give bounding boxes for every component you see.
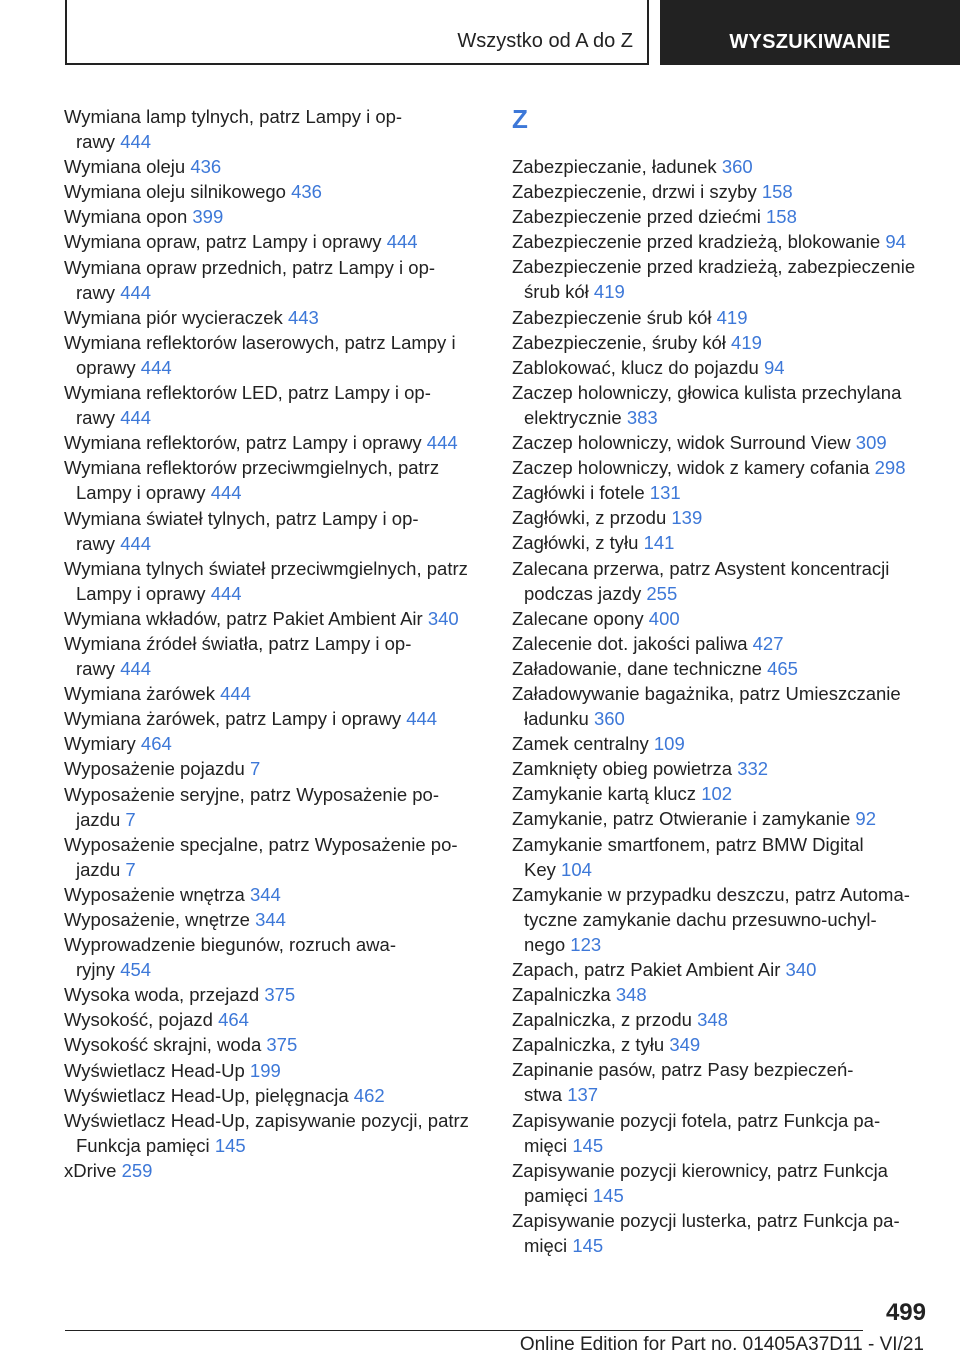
index-entry-text: Wyświetlacz Head-Up, zapisywanie pozycji, patrz Funkcja pamięci xyxy=(64,1109,469,1156)
index-entry xyxy=(512,430,932,455)
index-entry-text: Wysokość, pojazd xyxy=(64,1009,213,1031)
index-column-right xyxy=(512,104,932,1258)
page-link[interactable]: 419 xyxy=(593,281,625,303)
index-entry-text: Wymiana żarówek, patrz Lampy i oprawy xyxy=(64,708,402,730)
page-link[interactable]: 419 xyxy=(731,331,762,353)
page-link[interactable]: 444 xyxy=(386,231,418,253)
index-entry-text: Wymiana reflektorów laserowych, patrz Lampy i oprawy xyxy=(64,331,456,378)
page-link[interactable]: 444 xyxy=(406,708,438,730)
page-link[interactable]: 7 xyxy=(125,808,136,830)
index-entry xyxy=(512,254,932,304)
index-entry xyxy=(64,731,484,756)
page-link[interactable]: 145 xyxy=(592,1184,624,1206)
index-entry-text: Zablokować, klucz do pojazdu xyxy=(512,356,759,378)
index-entry xyxy=(512,1007,932,1032)
index-entry-text: Zapalniczka, z tyłu xyxy=(512,1034,665,1056)
page-link[interactable]: 436 xyxy=(291,181,322,203)
page-link[interactable]: 444 xyxy=(210,582,242,604)
index-entry xyxy=(64,1007,484,1032)
index-entry-text: Wyświetlacz Head-Up xyxy=(64,1059,245,1081)
page-link[interactable]: 383 xyxy=(626,406,658,428)
index-entry-text: Wyposażenie specjalne, patrz Wyposażenie po‐ jazdu xyxy=(64,833,458,880)
page-link[interactable]: 444 xyxy=(220,683,251,705)
index-entry xyxy=(512,681,932,731)
index-entry xyxy=(512,229,932,254)
page-link[interactable]: 109 xyxy=(653,733,685,755)
page-link[interactable]: 360 xyxy=(721,156,753,177)
index-entry-text: Zamek centralny xyxy=(512,733,649,755)
page-link[interactable]: 444 xyxy=(120,658,152,680)
index-entry-text: Wymiana lamp tylnych, patrz Lampy i op‐ rawy xyxy=(64,106,403,153)
index-entry xyxy=(64,380,484,430)
index-entry-text: Wymiana reflektorów przeciwmgielnych, patrz Lampy i oprawy xyxy=(64,457,440,504)
index-entry-text: Załadowywanie bagażnika, patrz Umieszczanie ładunku xyxy=(512,682,901,730)
page-link[interactable]: 444 xyxy=(210,482,242,504)
index-entry-text: Zamykanie, patrz Otwieranie i zamykanie xyxy=(512,808,851,830)
page-link[interactable]: 427 xyxy=(752,632,784,654)
index-entry xyxy=(512,556,932,606)
index-entry xyxy=(512,179,932,204)
index-entry-text: Wymiana opon xyxy=(64,206,188,228)
page-link[interactable]: 139 xyxy=(671,507,703,529)
index-entry-text: Zapisywanie pozycji fotela, patrz Funkcja pa‐ mięci xyxy=(512,1109,881,1156)
index-entry-text: Wymiana reflektorów, patrz Lampy i oprawy xyxy=(64,432,422,454)
index-entry-text: Zamknięty obieg powietrza xyxy=(512,758,733,780)
index-entry xyxy=(64,104,484,154)
index-entry xyxy=(64,606,484,631)
index-entry xyxy=(64,756,484,781)
page-link[interactable]: 436 xyxy=(190,156,222,178)
index-entry-text: Zapinanie pasów, patrz Pasy bezpieczeń‐ stwa xyxy=(512,1059,854,1106)
index-entry-text: Zapalniczka xyxy=(512,984,611,1006)
index-entry xyxy=(64,1032,484,1057)
index-entry-text: Zabezpieczanie, ładunek xyxy=(512,156,717,177)
page-link[interactable]: 340 xyxy=(785,959,817,980)
index-entry xyxy=(512,530,932,555)
index-entry xyxy=(512,656,932,681)
index-entry-text: Wyposażenie, wnętrze xyxy=(64,909,250,930)
page-link[interactable]: 141 xyxy=(643,532,675,554)
index-entry-text: Wymiana źródeł światła, patrz Lampy i op‐ rawy xyxy=(64,632,412,680)
index-entry-text: Zabezpieczenie, śruby kół xyxy=(512,331,726,353)
index-entry xyxy=(64,631,484,681)
index-entry-text: Zalecana przerwa, patrz Asystent koncentracji podczas jazdy xyxy=(512,557,890,604)
index-entry xyxy=(512,806,932,831)
page-number: 499 xyxy=(885,1299,926,1326)
index-entry xyxy=(512,380,932,430)
index-entry-text: Zamykanie kartą klucz xyxy=(512,783,697,805)
index-entry xyxy=(64,154,484,179)
index-entry xyxy=(512,505,932,530)
index-entry xyxy=(64,179,484,204)
index-entries-z xyxy=(512,154,932,1258)
page-link[interactable]: 465 xyxy=(767,657,798,679)
page-link[interactable]: 400 xyxy=(648,607,680,629)
page-link[interactable]: 344 xyxy=(255,909,286,930)
index-entry xyxy=(512,982,932,1007)
page-link[interactable]: 348 xyxy=(615,984,647,1006)
index-entry xyxy=(64,982,484,1007)
index-entry-text: Zamykanie w przypadku deszczu, patrz Automa‐ tyczne zamykanie dachu przesuwno-uchyl‐ nego xyxy=(512,883,910,955)
index-entry xyxy=(512,1208,932,1258)
index-entry xyxy=(512,631,932,656)
index-entry-text: Zapisywanie pozycji lusterka, patrz Funkcja pa‐ mięci xyxy=(512,1209,900,1257)
page-link[interactable]: 444 xyxy=(120,131,152,153)
index-entry-text: Wymiana reflektorów LED, patrz Lampy i op‐ rawy xyxy=(64,382,431,429)
index-letter-heading: Z xyxy=(512,104,528,134)
index-entry-text: Zapach, patrz Pakiet Ambient Air xyxy=(512,959,781,980)
page-link[interactable]: 444 xyxy=(140,356,172,378)
index-entry xyxy=(512,606,932,631)
index-entry xyxy=(512,1108,932,1158)
index-entry-text: Zaczep holowniczy, widok z kamery cofania xyxy=(512,457,870,479)
page-link[interactable]: 259 xyxy=(121,1159,153,1181)
page-link[interactable]: 158 xyxy=(761,181,793,203)
index-entry-text: Zabezpieczenie przed dziećmi xyxy=(512,206,761,228)
index-entry-text: Zabezpieczenie śrub kół xyxy=(512,306,712,328)
index-entry-text: Wymiana wkładów, patrz Pakiet Ambient Air xyxy=(64,607,423,629)
index-entry-text: Wymiana świateł tylnych, patrz Lampy i op‐ rawy xyxy=(64,507,419,554)
page-link[interactable]: 104 xyxy=(561,858,592,880)
page-link[interactable]: 145 xyxy=(572,1235,604,1257)
page-link[interactable]: 348 xyxy=(697,1009,728,1031)
index-entry xyxy=(512,1032,932,1057)
index-entry xyxy=(64,1083,484,1108)
header-underline xyxy=(65,63,649,65)
page-link[interactable]: 375 xyxy=(264,984,296,1006)
index-entry xyxy=(512,781,932,806)
page-link[interactable]: 94 xyxy=(885,231,906,253)
page-link[interactable]: 399 xyxy=(192,206,224,228)
index-entry-text: Zaczep holowniczy, widok Surround View xyxy=(512,432,851,454)
search-tab[interactable]: WYSZUKIWANIE xyxy=(660,0,960,65)
index-column-left xyxy=(64,104,484,1183)
page-link[interactable]: 464 xyxy=(218,1009,249,1031)
index-entry xyxy=(512,1158,932,1208)
page-link[interactable]: 7 xyxy=(125,858,136,880)
page-link[interactable]: 344 xyxy=(249,883,281,905)
footer-divider xyxy=(65,1330,863,1331)
index-entry-text: Zapisywanie pozycji kierownicy, patrz Funkcja pamięci xyxy=(512,1159,888,1206)
page-link[interactable]: 332 xyxy=(737,758,769,780)
index-entry xyxy=(64,556,484,606)
index-entry-text: Załadowanie, dane techniczne xyxy=(512,657,762,679)
page-link[interactable]: 444 xyxy=(120,281,152,303)
index-entry xyxy=(64,455,484,505)
index-entry xyxy=(512,204,932,229)
index-entry-text: Zabezpieczenie przed kradzieżą, blokowanie xyxy=(512,231,881,253)
index-entry-text: Wymiana tylnych świateł przeciwmgielnych, patrz Lampy i oprawy xyxy=(64,557,468,604)
index-entry-text: Wymiary xyxy=(64,733,136,755)
page-link[interactable]: 444 xyxy=(120,532,152,554)
index-entry-text: Wyświetlacz Head-Up, pielęgnacja xyxy=(64,1084,349,1106)
index-entry xyxy=(512,355,932,380)
page-link[interactable]: 298 xyxy=(874,457,906,479)
index-entry xyxy=(64,430,484,455)
index-entry xyxy=(512,455,932,480)
index-entry-text: Zapalniczka, z przodu xyxy=(512,1009,692,1031)
page-link[interactable]: 444 xyxy=(120,407,152,429)
index-entry-text: Zamykanie smartfonem, patrz BMW Digital Key xyxy=(512,833,864,880)
page-link[interactable]: 102 xyxy=(701,783,733,805)
index-entry-text: Zabezpieczenie, drzwi i szyby xyxy=(512,181,757,203)
page-link[interactable]: 158 xyxy=(766,206,797,228)
page-link[interactable]: 7 xyxy=(249,758,261,780)
index-entry xyxy=(512,330,932,355)
page-link[interactable]: 94 xyxy=(763,356,785,378)
page-link[interactable]: 145 xyxy=(214,1134,246,1156)
index-entry xyxy=(64,882,484,907)
index-entry-text: Zaczep holowniczy, głowica kulista przechylana elektrycznie xyxy=(512,381,902,428)
index-entry-text: Wymiana opraw, patrz Lampy i oprawy xyxy=(64,231,382,253)
index-entry-text: Wyprowadzenie biegunów, rozruch awa‐ ryjny xyxy=(64,934,396,981)
page-link[interactable]: 309 xyxy=(855,432,887,454)
index-entry xyxy=(64,305,484,330)
index-entry-text: Zagłówki, z przodu xyxy=(512,507,667,529)
index-entry xyxy=(512,731,932,756)
index-entry-text: xDrive xyxy=(64,1159,117,1181)
index-entry xyxy=(64,255,484,305)
index-entry xyxy=(64,204,484,229)
index-entry xyxy=(64,1108,484,1158)
page-link[interactable]: 255 xyxy=(646,582,678,604)
index-entry-text: Wymiana oleju silnikowego xyxy=(64,181,286,203)
index-entry xyxy=(512,480,932,505)
index-entry xyxy=(64,932,484,982)
header-divider-right xyxy=(647,0,649,65)
page-link[interactable]: 199 xyxy=(249,1059,281,1081)
index-entry xyxy=(64,681,484,706)
index-entry xyxy=(512,1057,932,1107)
edition-note: Online Edition for Part no. 01405A37D11 - VI/21 xyxy=(519,1334,924,1355)
index-entry xyxy=(64,706,484,731)
index-entry-text: Wyposażenie wnętrza xyxy=(64,883,245,905)
index-entry xyxy=(512,957,932,982)
index-entry-text: Zabezpieczenie przed kradzieżą, zabezpieczenie śrub kół xyxy=(512,256,916,303)
index-entry-text: Zalecane opony xyxy=(512,607,644,629)
index-entry xyxy=(512,832,932,882)
page-link[interactable]: 131 xyxy=(649,482,681,504)
page-link[interactable]: 123 xyxy=(570,933,602,955)
index-entry xyxy=(512,305,932,330)
page-link[interactable]: 340 xyxy=(427,607,459,629)
index-entry xyxy=(64,1058,484,1083)
index-entry xyxy=(512,756,932,781)
section-title: Wszystko od A do Z xyxy=(457,30,633,52)
page-link[interactable]: 360 xyxy=(593,708,625,730)
index-entry xyxy=(64,330,484,380)
page-link[interactable]: 349 xyxy=(669,1034,701,1056)
index-entry xyxy=(64,832,484,882)
index-entry-text: Wymiana żarówek xyxy=(64,683,215,705)
index-entry-text: Zalecenie dot. jakości paliwa xyxy=(512,632,748,654)
index-entry xyxy=(64,229,484,254)
page-link[interactable]: 454 xyxy=(120,959,152,981)
index-entry-text: Wyposażenie pojazdu xyxy=(64,758,245,780)
index-entry xyxy=(512,882,932,957)
index-entry xyxy=(64,1158,484,1183)
page-link[interactable]: 419 xyxy=(716,306,748,328)
index-entry-text: Zagłówki i fotele xyxy=(512,482,645,504)
index-entry xyxy=(64,782,484,832)
page-link[interactable]: 137 xyxy=(567,1084,599,1106)
index-entry xyxy=(512,154,932,179)
page-link[interactable]: 444 xyxy=(426,432,458,454)
index-entry-text: Zagłówki, z tyłu xyxy=(512,532,639,554)
index-entry-text: Wysokość skrajni, woda xyxy=(64,1034,262,1056)
index-entry-text: Wymiana oleju xyxy=(64,156,186,178)
index-entry xyxy=(64,907,484,932)
page-link[interactable]: 462 xyxy=(353,1084,385,1106)
page-link[interactable]: 375 xyxy=(266,1034,298,1056)
index-entry xyxy=(64,506,484,556)
page-link[interactable]: 145 xyxy=(572,1134,604,1156)
page-link[interactable]: 443 xyxy=(287,306,319,328)
index-entry-text: Wysoka woda, przejazd xyxy=(64,984,260,1006)
page-link[interactable]: 464 xyxy=(140,733,172,755)
page-link[interactable]: 92 xyxy=(855,808,876,830)
index-entry-text: Wyposażenie seryjne, patrz Wyposażenie po‐ jazdu xyxy=(64,783,439,830)
index-entry-text: Wymiana piór wycieraczek xyxy=(64,306,283,328)
index-entry-text: Wymiana opraw przednich, patrz Lampy i op‐ rawy xyxy=(64,256,436,303)
